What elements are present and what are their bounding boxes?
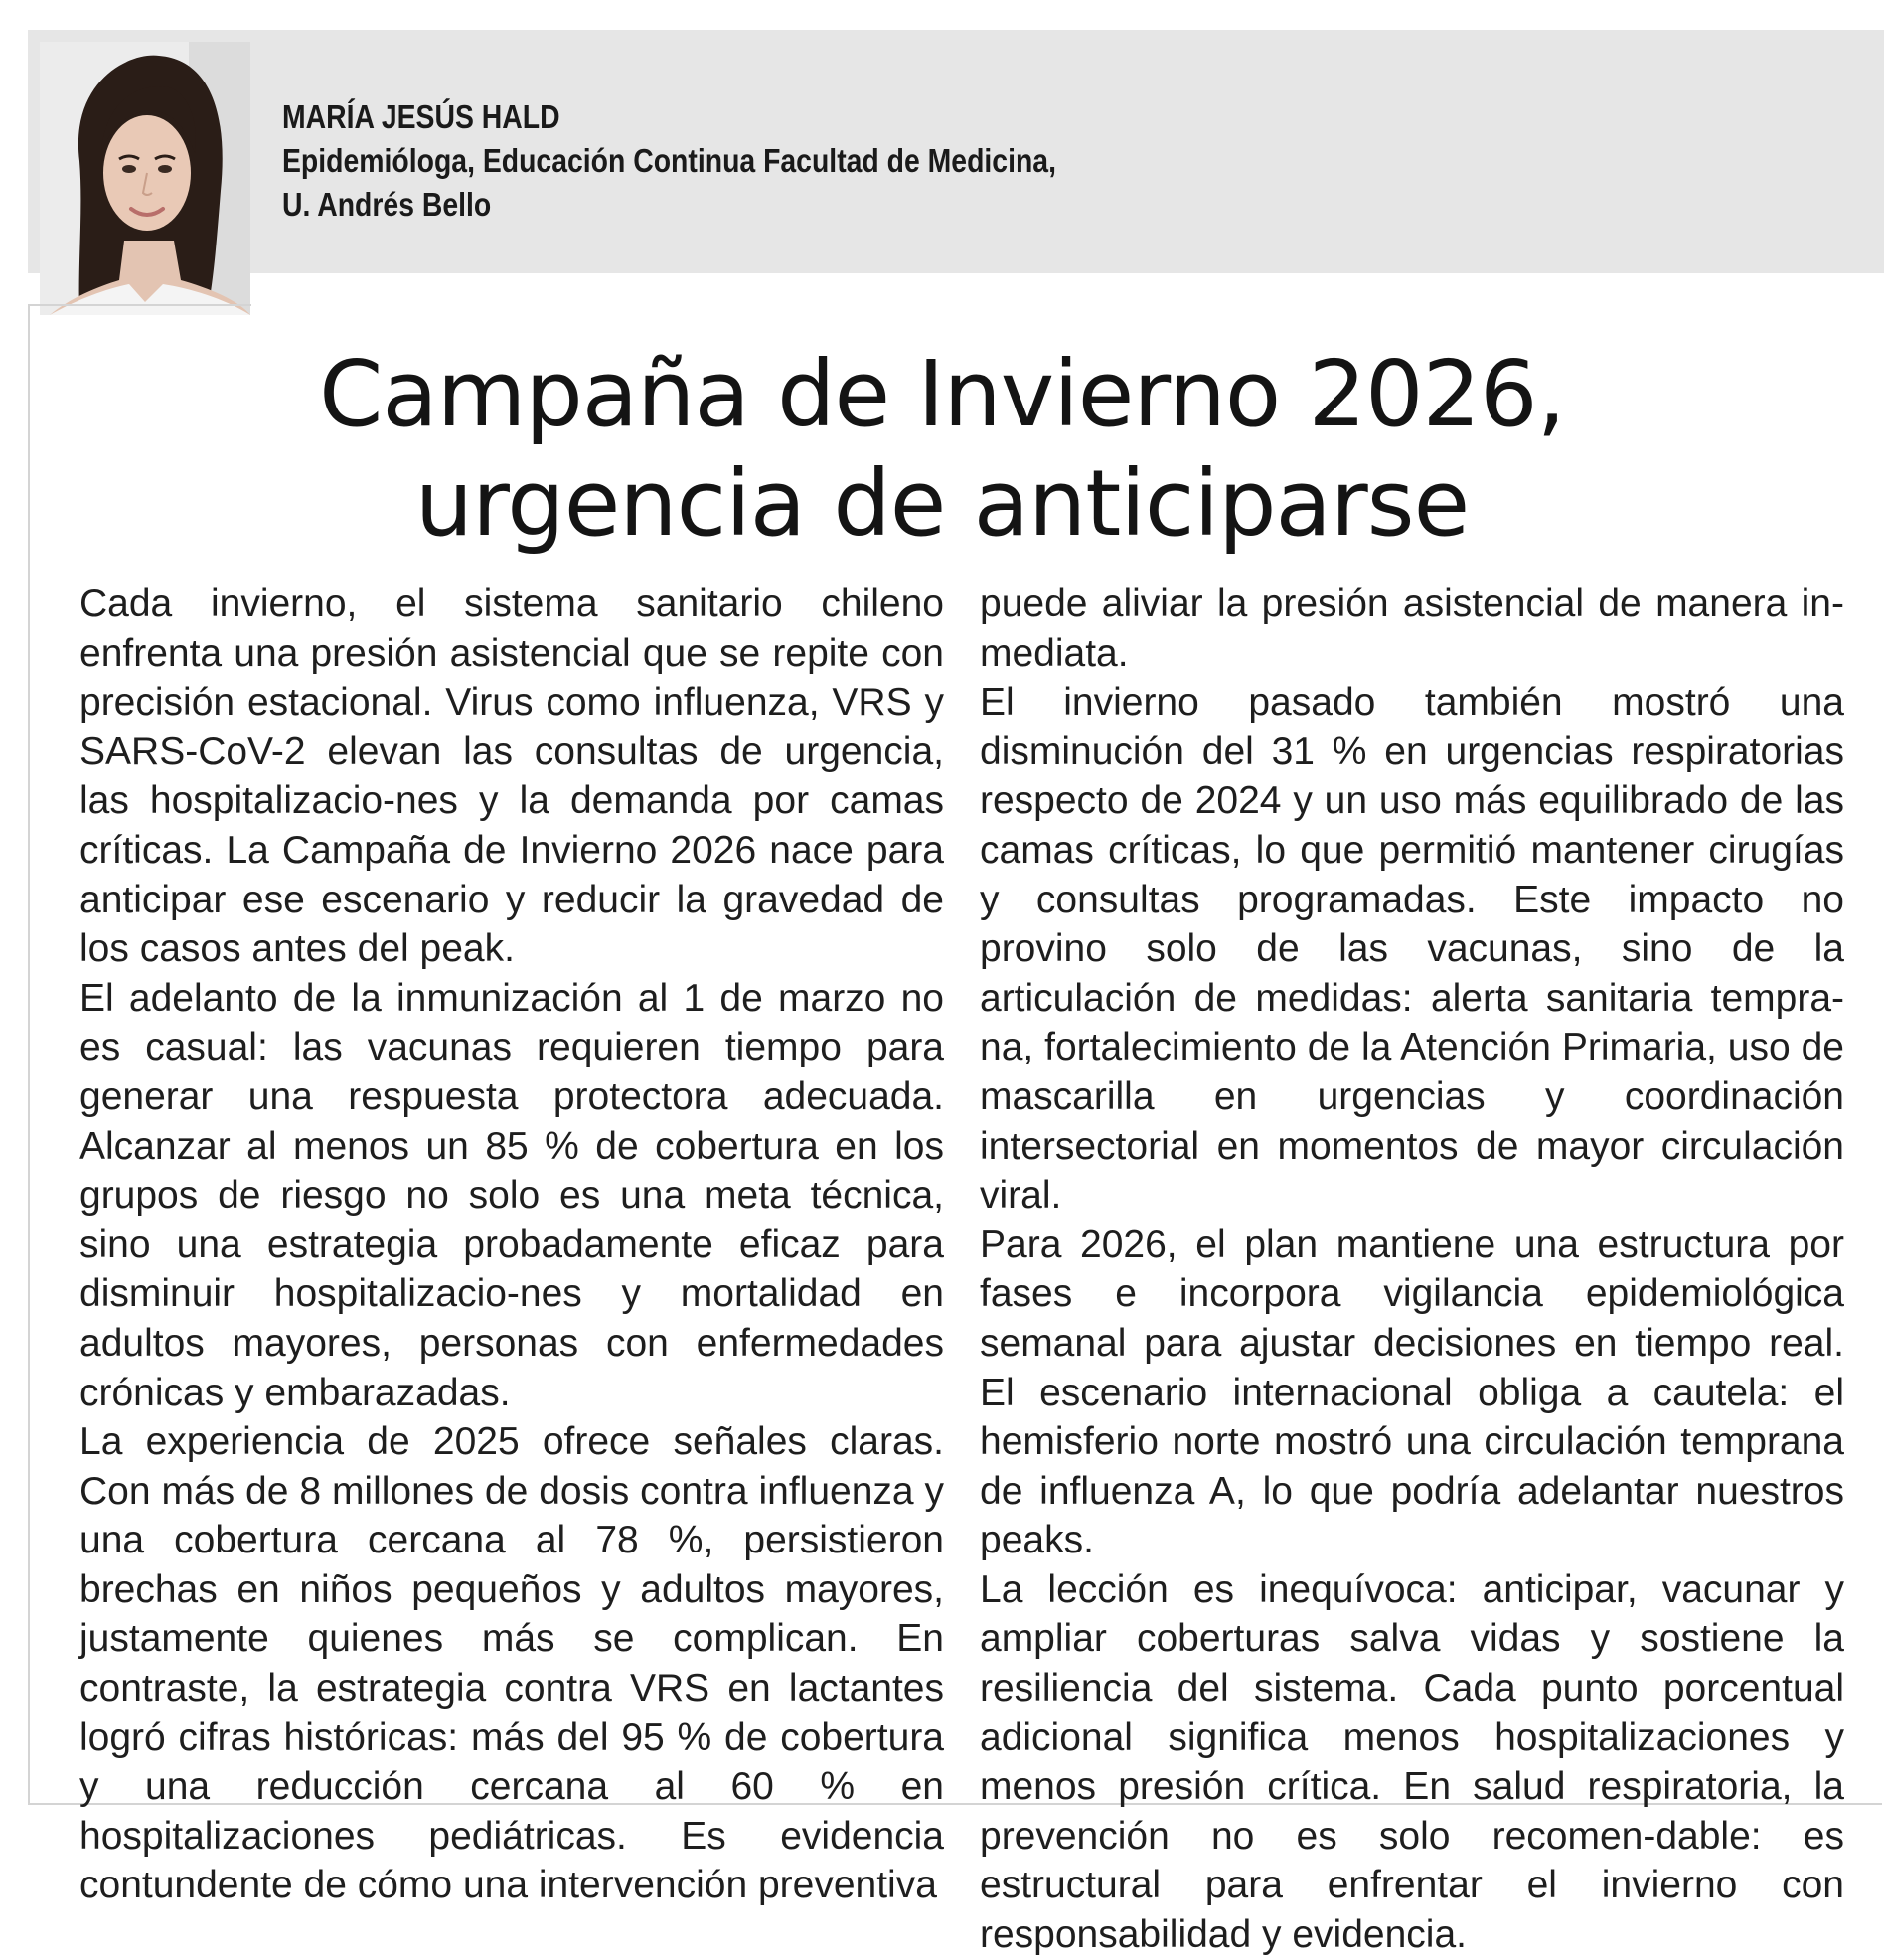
paragraph: Cada invierno, el sistema sanitario chileno enfrenta una presión asistencial que se repite con precisión estacional. Virus como influenza, VRS y SARS-CoV-2 elevan las consultas de urgencia, las hospitalizacio-nes y la demanda por camas críticas. La Campaña de Invierno 2026 nace para anticipar ese escenario y reducir la gravedad de los casos antes del peak.	[79, 582, 944, 971]
headline-line-2: urgencia de anticiparse	[414, 450, 1470, 557]
body-column-left	[79, 579, 944, 1910]
headline-line-1: Campaña de Invierno 2026,	[319, 341, 1565, 447]
paragraph: El adelanto de la inmunización al 1 de marzo no es casual: las vacunas requieren tiempo para generar una respuesta protectora adecuada. Alcanzar al menos un 85 % de cobertura en los grupos de riesgo no solo es una meta técnica, sino una estrategia probadamente eficaz para disminuir hospitalizacio-nes y mortalidad en adultos mayores, personas con enfermedades crónicas y embarazadas.	[79, 976, 944, 1414]
article-headline	[0, 340, 1884, 559]
body-column-right	[980, 579, 1844, 1960]
author-name: MARÍA JESÚS HALD	[282, 98, 560, 135]
author-portrait-icon	[40, 42, 250, 315]
author-portrait	[40, 42, 250, 315]
paragraph: Para 2026, el plan mantiene una estructura por fases e incorpora vigilancia epidemiológica semanal para ajustar decisiones en tiempo real. El escenario internacional obliga a cautela: el hemisferio norte mostró una circulación temprana de influenza A, lo que podría adelantar nuestros peaks.	[980, 1223, 1844, 1562]
author-affiliation: U. Andrés Bello	[282, 186, 492, 223]
paragraph: El invierno pasado también mostró una disminución del 31 % en urgencias respiratorias respecto de 2024 y un uso más equilibrado de las camas críticas, lo que permitió mantener cirugías y consultas programadas. Este impacto no provino solo de las vacunas, sino de la articulación de medidas: alerta sanitaria tempra-na, fortalecimiento de la Atención Primaria, uso de mascarilla en urgencias y coordinación intersectorial en momentos de mayor circulación viral.	[980, 681, 1844, 1218]
paragraph: La lección es inequívoca: anticipar, vacunar y ampliar coberturas salva vidas y sostiene la resiliencia del sistema. Cada punto porcentual adicional significa menos hospitalizaciones y menos presión crítica. En salud respiratoria, la prevención no es solo recomen-dable: es estructural para enfrentar el invierno con responsabilidad y evidencia.	[980, 1567, 1844, 1957]
article-body	[79, 579, 1844, 1957]
paragraph: puede aliviar la presión asistencial de manera in-mediata.	[980, 582, 1844, 675]
paragraph: La experiencia de 2025 ofrece señales claras. Con más de 8 millones de dosis contra influenza y una cobertura cercana al 78 %, persistieron brechas en niños pequeños y adultos mayores, justamente quienes más se complican. En contraste, la estrategia contra VRS en lactantes logró cifras históricas: más del 95 % de cobertura y una reducción cercana al 60 % en hospitalizaciones pediátricas. Es evidencia contundente de cómo una intervención preventiva	[79, 1420, 944, 1907]
author-byline	[282, 95, 1056, 227]
author-role: Epidemióloga, Educación Continua Facultad de Medicina,	[282, 142, 1056, 179]
